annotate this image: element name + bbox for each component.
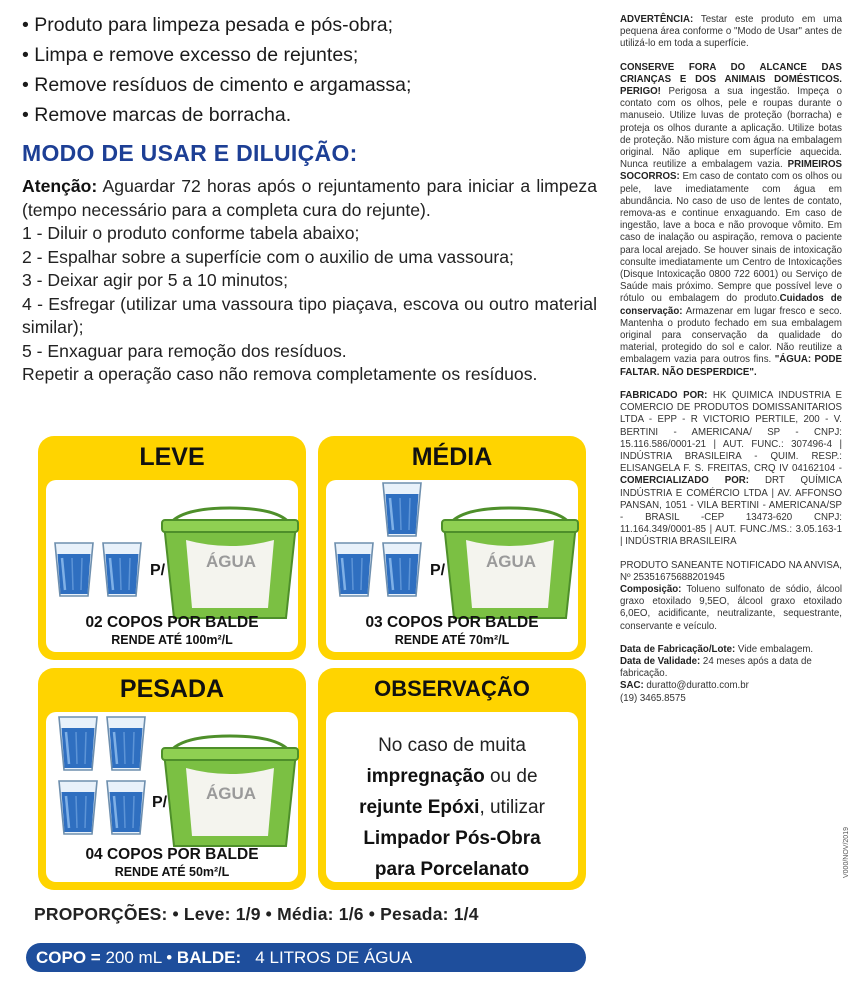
panel-title: MÉDIA bbox=[411, 443, 493, 471]
per-label: P/ bbox=[430, 562, 446, 579]
panel-leve bbox=[38, 436, 306, 660]
attention-text: Aguardar 72 horas após o rejuntamento para iniciar a limpeza (tempo necessário para a completa cura do rejunte). bbox=[22, 176, 597, 220]
cups-per-bucket: 03 COPOS POR BALDE bbox=[365, 614, 539, 631]
cup-icon bbox=[58, 778, 98, 836]
water-label: ÁGUA bbox=[486, 552, 537, 571]
balde-value: 4 LITROS DE ÁGUA bbox=[241, 948, 413, 967]
cup-icon bbox=[58, 714, 98, 772]
panel-title: OBSERVAÇÃO bbox=[374, 676, 530, 701]
panel-body bbox=[46, 712, 298, 882]
safety-paragraph: CONSERVE FORA DO ALCANCE DAS CRIANÇAS E DOS ANIMAIS DOMÉSTICOS. PERIGO! Perigosa a sua ingestão. Impeça o contato com os olhos, pele e roupas durante o manuseio. Utilize luvas de proteção (borracha) e proteja os olhos durante a aplicação. Utilize botas de proteção. Não misture com água na embalagem original. Não aplique em superfície aquecida. Nunca reutilize a embalagem vazia. PRIMEIROS SOCORROS: Em caso de contato com os olhos ou pele, lave imediatamente com água em abundância. No caso de uso de lentes de contato, remova-as e continue enxaguando. Em caso de ingestão, lave a boca e não provoque vômito. Em caso de inalação ou aspiração, remova o paciente para local arejado. Se houver sinais de intoxicação consulte imediatamente um Centro de Intoxicações (Disque Intoxicação 0800 722 6001) ou Serviço de Saúde mais próximo. Sempre que possível leve o rótulo ou embalagem do produto.Cuidados de conservação: Armazenar em lugar fresco e seco. Mantenha o produto fechado em sua embalagem original para conservação da qualidade do material, protegido do sol e calor. Não reutilize a embalagem vazia para outros fins. "ÁGUA: PODE FALTAR. NÃO DESPERDICE". bbox=[620, 61, 842, 378]
panel-body bbox=[46, 480, 298, 652]
attention-label: Atenção: bbox=[22, 176, 98, 196]
benefit-item: • Limpa e remove excesso de rejuntes; bbox=[22, 40, 597, 70]
panel-body bbox=[326, 712, 578, 882]
water-label: ÁGUA bbox=[206, 552, 257, 571]
yield-label: RENDE ATÉ 70m²/L bbox=[394, 633, 510, 647]
observation-text: No caso de muita impregnação ou de rejunte Epóxi, utilizar Limpador Pós-Obra para Porcelanato bbox=[359, 735, 545, 880]
proportions-line: PROPORÇÕES: • Leve: 1/9 • Média: 1/6 • Pesada: 1/4 bbox=[34, 904, 479, 924]
step-3: 3 - Deixar agir por 5 a 10 minutos; bbox=[22, 270, 288, 290]
copo-value: 200 mL • bbox=[100, 948, 177, 967]
measure-bar bbox=[26, 943, 586, 972]
warning-paragraph: ADVERTÊNCIA: Testar este produto em uma pequena área conforme o "Modo de Usar" antes de utilizá-lo em toda a superfície. bbox=[620, 14, 842, 50]
attention-paragraph bbox=[22, 175, 597, 222]
cup-icon bbox=[54, 540, 94, 598]
yield-label: RENDE ATÉ 50m²/L bbox=[114, 865, 230, 879]
cup-icon bbox=[382, 540, 422, 598]
water-label: ÁGUA bbox=[206, 784, 257, 803]
benefit-item: • Remove marcas de borracha. bbox=[22, 100, 597, 130]
step-1: 1 - Diluir o produto conforme tabela abaixo; bbox=[22, 223, 360, 243]
benefits-list bbox=[22, 10, 597, 130]
right-column bbox=[620, 14, 842, 716]
panel-pesada bbox=[38, 668, 306, 890]
per-label: P/ bbox=[152, 794, 168, 811]
left-column bbox=[22, 10, 597, 387]
composition-paragraph: PRODUTO SANEANTE NOTIFICADO NA ANVISA, Nº 25351675688201945 Composição: Tolueno sulfonato de sódio, álcool graxo etoxilado 9,5EO, álcool graxo etoxilado 6,0EO, acidificante, neutralizante, sequestrante, conservante e veículo. bbox=[620, 559, 842, 632]
panel-title: PESADA bbox=[119, 675, 225, 703]
cups-per-bucket: 02 COPOS POR BALDE bbox=[85, 614, 259, 631]
copo-label: COPO = bbox=[36, 948, 101, 967]
cups-per-bucket: 04 COPOS POR BALDE bbox=[85, 846, 259, 863]
benefit-item: • Produto para limpeza pesada e pós-obra; bbox=[22, 10, 597, 40]
yield-label: RENDE ATÉ 100m²/L bbox=[111, 633, 233, 647]
panel-media bbox=[318, 436, 586, 660]
cup-icon bbox=[106, 714, 146, 772]
panel-body bbox=[326, 480, 578, 652]
step-4: 4 - Esfregar (utilizar uma vassoura tipo piaçava, escova ou outro material similar); bbox=[22, 293, 597, 337]
mode-title: MODO DE USAR E DILUIÇÃO: bbox=[22, 140, 358, 166]
usage-steps bbox=[22, 175, 597, 387]
cup-icon bbox=[102, 540, 142, 598]
cup-icon bbox=[382, 480, 422, 538]
repeat-note: Repetir a operação caso não remova completamente os resíduos. bbox=[22, 364, 538, 384]
step-2: 2 - Espalhar sobre a superfície com o auxilio de uma vassoura; bbox=[22, 246, 514, 267]
cup-icon bbox=[106, 778, 146, 836]
cup-icon bbox=[334, 540, 374, 598]
panel-observacao bbox=[318, 668, 586, 890]
balde-label: BALDE: bbox=[176, 948, 242, 967]
step-5: 5 - Enxaguar para remoção dos resíduos. bbox=[22, 340, 347, 361]
per-label: P/ bbox=[150, 562, 166, 579]
version-code: V000/NOV/2019 bbox=[843, 827, 850, 878]
panel-title: LEVE bbox=[139, 443, 205, 471]
manufacturer-paragraph: FABRICADO POR: HK QUIMICA INDUSTRIA E COMERCIO DE PRODUTOS DOMISSANITARIOS LTDA - EPP - R VICTORIO PERTILE, 200 - V. BERTINI - AMERICANA/ SP - CNPJ: 15.116.586/0001-21 | AUT. FUNC.: 307496-4 | INDÚSTRIA BRASILEIRA - QUIM. RESP.: ELISANGELA F. S. FREITAS, CRQ IV 04162104 - COMERCIALIZADO POR: DRT QUÍMICA INDÚSTRIA E COMÉRCIO LTDA | AV. AFFONSO PANSAN, 1051 - VILA BERTINI - AMERICANA/SP - BRASIL -CEP 13473-620 CNPJ: 11.164.349/0001-85 | AUT. FUNC./MS.: 3.05.163-1 | INDÚSTRIA BRASILEIRA bbox=[620, 389, 842, 548]
dates-paragraph: Data de Fabricação/Lote: Vide embalagem. Data de Validade: 24 meses após a data de fabricação. SAC: duratto@duratto.com.br (19) 3465.8575 bbox=[620, 643, 814, 704]
benefit-item: • Remove resíduos de cimento e argamassa; bbox=[22, 70, 597, 100]
